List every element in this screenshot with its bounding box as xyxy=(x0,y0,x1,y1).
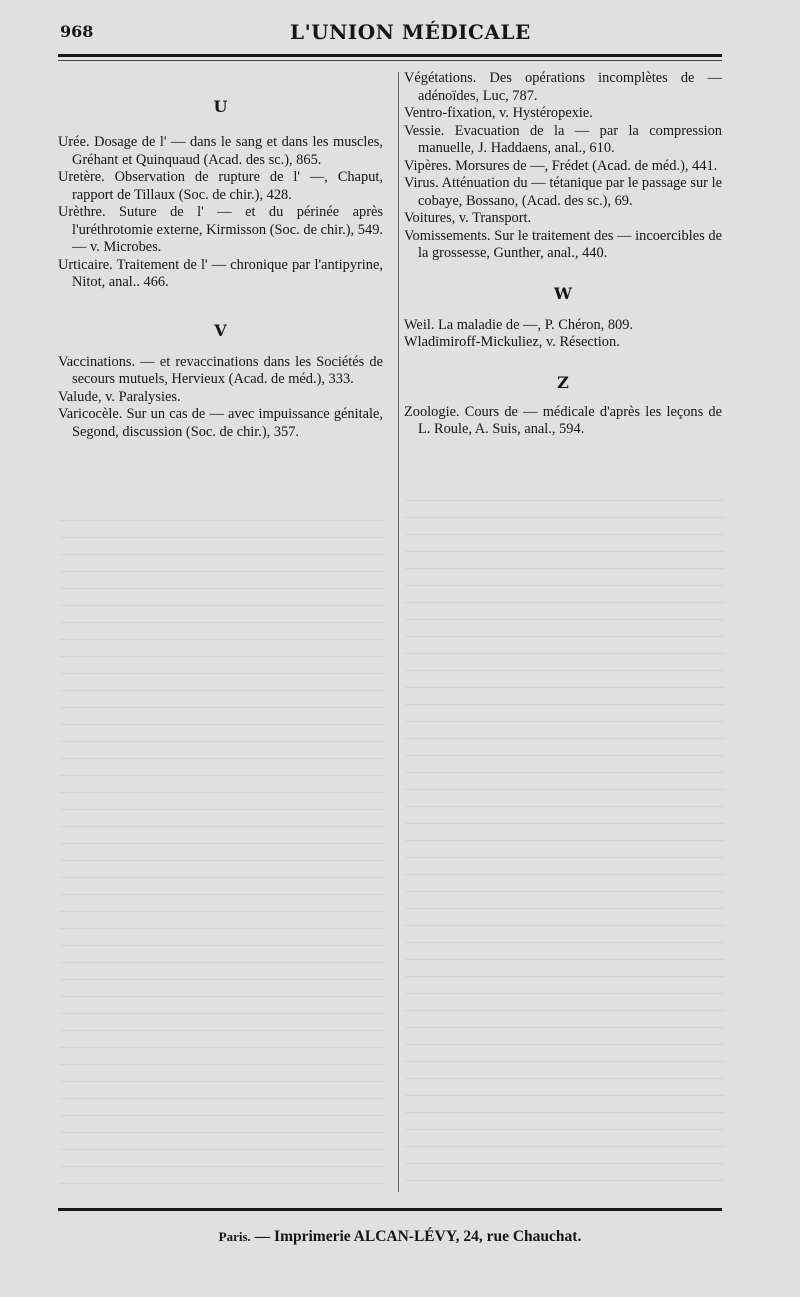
printer-imprint xyxy=(0,1228,800,1246)
index-entry: Végétations. Des opérations incomplètes de — adénoïdes, Luc, 787. xyxy=(404,70,722,104)
imprint-text: — Imprimerie ALCAN-LÉVY, 24, rue Chauchat. xyxy=(254,1228,582,1245)
index-entry: Urée. Dosage de l' — dans le sang et dans les muscles, Gréhant et Quinquaud (Acad. des sc.), 865. xyxy=(58,134,383,168)
index-entry: Weil. La maladie de —, P. Chéron, 809. xyxy=(404,316,634,333)
section-letter-v: V xyxy=(214,320,227,340)
bleed-through-right xyxy=(405,500,725,1190)
imprint-city: Paris. xyxy=(218,1229,251,1244)
right-column xyxy=(404,70,722,439)
index-entry: Urticaire. Traitement de l' — chronique par l'antipyrine, Nitot, anal.. 466. xyxy=(58,256,383,290)
index-entry: Urèthre. Suture de l' — et du périnée après l'uréthrotomie externe, Kirmisson (Soc. de chir.), 549. — v. Microbes. xyxy=(58,204,383,255)
page-number: 968 xyxy=(60,22,94,41)
index-entry: Zoologie. Cours de — médicale d'après les leçons de L. Roule, A. Suis, anal., 594. xyxy=(404,403,722,437)
index-entry: Vomissements. Sur le traitement des — incoercibles de la grossesse, Gunther, anal., 440. xyxy=(404,227,722,261)
section-letter-z: Z xyxy=(557,372,569,392)
section-letter-u: U xyxy=(213,97,228,116)
index-entry: Voitures, v. Transport. xyxy=(404,210,532,226)
header-rule-thin xyxy=(58,60,722,61)
index-entry: Wladimiroff-Mickuliez, v. Résection. xyxy=(404,334,620,350)
footer-rule xyxy=(58,1208,722,1211)
left-column xyxy=(58,96,383,441)
page-header xyxy=(0,20,800,50)
index-entry: Uretère. Observation de rupture de l' —, Chaput, rapport de Tillaux (Soc. de chir.), 428. xyxy=(58,169,383,203)
index-entry: Vaccinations. — et revaccinations dans les Sociétés de secours mutuels, Hervieux (Acad. de méd.), 333. xyxy=(58,353,383,387)
header-rule xyxy=(58,54,722,57)
index-entry: Vessie. Evacuation de la — par la compression manuelle, J. Haddaens, anal., 610. xyxy=(404,122,722,156)
bleed-through-left xyxy=(60,520,385,1190)
running-title: L'UNION MÉDICALE xyxy=(290,20,531,44)
index-entry: Vipères. Morsures de —, Frédet (Acad. de méd.), 441. xyxy=(404,157,718,174)
column-divider xyxy=(398,72,399,1192)
index-entry: Ventro-fixation, v. Hystéropexie. xyxy=(404,105,593,121)
section-letter-w: W xyxy=(554,283,572,303)
index-entry: Virus. Atténuation du — tétanique par le passage sur le cobaye, Bossano, (Acad. des sc.), 69. xyxy=(404,175,722,209)
index-entry: Valude, v. Paralysies. xyxy=(58,388,181,405)
index-entry: Varicocèle. Sur un cas de — avec impuissance génitale, Segond, discussion (Soc. de chir.), 357. xyxy=(58,406,383,440)
